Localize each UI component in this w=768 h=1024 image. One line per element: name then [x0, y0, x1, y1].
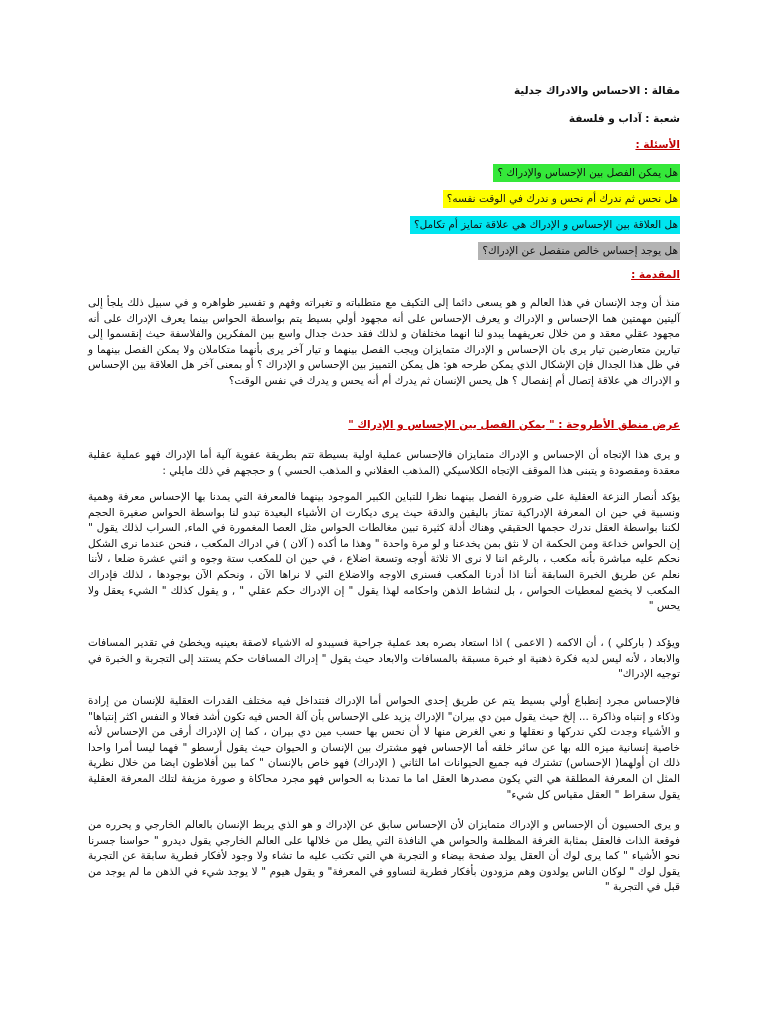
questions-heading: الأسئلة : — [635, 139, 680, 151]
paragraph-empiricists: و يرى الحسيون أن الإحساس و الإدراك متمايزان لأن الإحساس سابق عن الإدراك و هو الذي يربط الإنسان بالعالم الخارجي و يحرره من فوقعة الذات فالعقل بمثابة الغرفة المظلمة والحواس هي النافذة التي يطل من خلالها على العالم الخارجي يقول ديدرو " حواسنا جسرنا نحو الأشياء " كما يرى لوك أن العقل يولد صفحة بيضاء و التجربة هي التي تكتب عليه ما تشاء ولا وجود لأفكار فطرية سابقة عن التجربة يقول لوك " لوكان الناس يولدون وهم مزودون بأفكار فطرية لتساوو في المعرفة" و يقول هيوم " لا يوجد شيء في الذهن ما لم يوجد من قبل في التجربة " — [88, 819, 680, 894]
article-title: مقالة : الاحساس والادراك جدلية — [513, 85, 680, 97]
branch-title: شعبة : آداب و فلسفة — [568, 113, 680, 125]
question-3: هل العلاقة بين الإحساس و الإدراك هي علاقة تمايز أم تكامل؟ — [410, 216, 680, 234]
thesis-heading: عرض منطق الأطروحة : " يمكن الفصل بين الإحساس و الإدراك " — [348, 419, 680, 431]
intro-heading: المقدمة : — [631, 269, 680, 281]
paragraph-maine-de-biran: فالإحساس مجرد إنطباع أولي بسيط يتم عن طريق إحدى الحواس أما الإدراك فتتداخل فيه مختلف القدرات العقلية للإنسان من إرادة وذكاء و إنتباه وذاكرة ... إلخ حيث يقول مين دي بيران" الإدراك يزيد على الإحساس بأن آلة الحس فيه تكون أشد فعالا و النفس اكثر إنتباها" و الأشياء وجدت لكي ندركها و نعقلها و نعي الغرض منها لا أن نحس بها حسب مين دي بيران ، كما إن الإدراك أرقى من الإحساس لأنه خاصية إنسانية ميزه الله بها عن سائر خلقه أما الإحساس فهو مشترك بين الإنسان و الحيوان حيث يقول أرسطو " فهما ليسا أمرا واحدا ذلك ان أولهما( الإحساس) تشترك فيه جميع الحيوانات اما الثاني ( الإدراك) فهو خاص بالإنسان " كما بين أفلاطون ايضا من خلال نظرية المثل ان المعرفة المطلقة هي التي يكون مصدرها العقل اما ما تمدنا به الحواس فهو مجرد محاكاة و صورة مزيفة لتلك المعرفة العقلية يقول سقراط " العقل مقياس كل شيء" — [88, 695, 680, 801]
paragraph-berkeley: ويؤكد ( باركلي ) ، أن الاكمه ( الاعمى ) اذا استعاد بصره بعد عملية جراحية فسيبدو له الاشياء لاصقة بعينيه ويخطئ في تقدير المسافات والابعاد ، لأنه ليس لديه فكرة ذهنية او خبرة مسبقة بالمسافات والابعاد حيث يقول " إدراك المسافات حكم يستند إلى التجربة و الخبرة في توجيه الإدراك" — [88, 637, 680, 681]
question-1: هل يمكن الفصل بين الإحساس والإدراك ؟ — [493, 164, 680, 182]
paragraph-thesis-intro: و يرى هذا الإتجاه أن الإحساس و الإدراك متمايزان فالإحساس عملية اولية بسيطة تتم بطريقة عفوية آلية أما الإدراك فهو عملية عقلية معقدة ومقصودة و يتبنى هذا الموقف الإتجاه الكلاسيكي (المذهب العقلاني و المذهب الحسي ) و حججهم في ذلك مايلي : — [88, 449, 680, 477]
question-2: هل نحس ثم ندرك أم نحس و ندرك في الوقت نفسه؟ — [443, 190, 680, 208]
question-4: هل يوجد إحساس خالص منفصل عن الإدراك؟ — [478, 242, 680, 260]
paragraph-rationalists: يؤكد أنصار النزعة العقلية على ضرورة الفصل بينهما نظرا للتباين الكبير الموجود بينهما فالمعرفة التي يمدنا بها الإحساس معرفة وهمية ونسبية في حين ان المعرفة الإدراكية تمتاز باليقين والدقة حيث يرى ديكارت ان الأشياء البعيدة تبدو لنا بواسطة الحواس صغيرة الحجم لكننا بواسطة العقل ندرك حجمها الحقيقي وهناك أدلة كثيرة تبين مغالطات الحواس مثل العصا المغمورة في الماء, السراب لذلك يقول " إن الحواس خداعة ومن الحكمة ان لا نثق بمن يخدعنا و لو مرة واحدة " وهذا ما أكده ( آلان ) في ادراك المكعب ، فنحن عندما نرى الشكل نحكم عليه مباشرة بأنه مكعب ، بالرغم اننا لا نرى الا ثلاثة أوجه وتسعة اضلاع ، في حين ان للمكعب ستة وجوه و اثني عشرة ضلعا ، لأننا نعلم عن طريق الخبرة السابقة أننا اذا أدرنا المكعب فسنرى الاوجه والاضلاع التي لا نراها الآن ، ونحكم الآن بوجودها ، لذلك فإدراك المكعب لا يخضع لمعطيات الحواس ، بل لنشاط الذهن واحكامه لهذا يقول " إن الإدراك حكم عقلي " , و يقول كذلك " الشيء يعقل ولا يحس " — [88, 491, 680, 613]
intro-paragraph: منذ أن وجد الإنسان في هذا العالم و هو يسعى دائما إلى التكيف مع متطلباته و تغيراته وفهم و تفسير ظواهره و في سبيل ذلك يلجأ إلى آليتين مهمتين هما الإحساس و الإدراك و يعرف الإحساس على أنه مجهود أولي بسيط يتم بواسطة الحواس بينما يعرف الإدراك على أنه مجهود عقلي معقد و من خلال تعريفهما يبدو لنا انهما مختلفان و لذلك فقد حدث جدال واسع بين المفكرين والفلاسفة حيث إنقسموا إلى تيارين متعارضين تيار يرى بان الإحساس و الإدراك متمايزان ويجب الفصل بينهما و تيار آخر يرى بأنهما متكاملان ولا يمكن الفصل بينهما و في ظل هذا الجدال فإن الإشكال الذي يمكن طرحه هو: هل يمكن التمييز بين الإحساس و الإدراك ؟ أو بمعنى آخر هل العلاقة بين الإحساس و الإدراك هي علاقة إتصال أم إنفصال ؟ هل يحس الإنسان ثم يدرك أم أنه يحس و يدرك في نفس الوقت؟ — [88, 297, 680, 387]
